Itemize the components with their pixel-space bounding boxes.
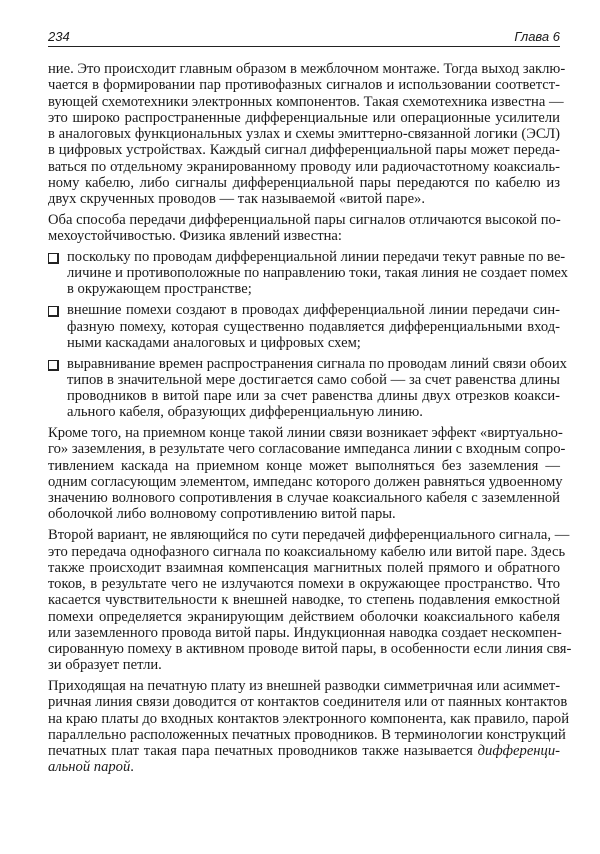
text-line: касается чувствительности к внешней наводке, то степень подавления емкостной bbox=[48, 592, 560, 609]
text-line: тивлением каскада на приемном конце может выполняться без заземления — bbox=[48, 457, 560, 474]
text-line bbox=[48, 743, 560, 759]
checkbox-bullet-icon bbox=[48, 306, 59, 317]
text-line: Второй вариант, не являющийся по сути передачей дифференциального сигнала, — bbox=[48, 527, 570, 544]
text-line: в аналоговых функциональных узлах и схемы эмиттерно-связанной логики (ЭСЛ) bbox=[48, 126, 560, 142]
text-line: личине и противоположные по направлению токи, такая линия не создает помех bbox=[67, 265, 568, 282]
text-line: в цифровых устройствах. Каждый сигнал дифференциальной пары может переда- bbox=[48, 142, 560, 159]
text-line: также происходит взаимная компенсация магнитных полей прямого и обратного bbox=[48, 559, 560, 576]
text-line: одним согласующим элементом, импеданс которого должен равняться удвоенному bbox=[48, 473, 563, 490]
text-line: выравнивание времен распространения сигнала по проводам линий связи обоих bbox=[67, 355, 567, 372]
text-line: двух скрученных проводов — так называемой «витой паре». bbox=[48, 191, 426, 207]
text-line: токов, в результате чего не излучаются помехи в окружающее пространство. Что bbox=[48, 576, 560, 593]
text-line: помехи определяется экранирующим действием оболочки коаксиального кабеля bbox=[48, 608, 560, 625]
text-segment: печатных плат такая пара печатных проводников также называется bbox=[48, 743, 478, 760]
paragraph bbox=[48, 212, 560, 245]
text-line: мехоустойчивостью. Физика явлений известна: bbox=[48, 228, 342, 245]
text-line: зи образует петли. bbox=[48, 657, 162, 674]
paragraph bbox=[48, 678, 570, 776]
text-line: на краю платы до входных контактов электронного компонента, как правило, парой bbox=[48, 710, 570, 727]
text-line: это широко распространенные дифференциальные или операционные усилители bbox=[48, 109, 560, 126]
text-line: поскольку по проводам дифференциальной линии передачи текут равные по ве- bbox=[67, 248, 566, 265]
text-line bbox=[48, 759, 560, 775]
text-line: в окружающем пространстве; bbox=[67, 281, 252, 298]
chapter-title: Глава 6 bbox=[514, 29, 560, 44]
text-line: ричная линия связи доводится от контактов соединителя или от паянных контактов bbox=[48, 694, 568, 711]
text-line: типов в значительной мере достигается само собой — за счет равенства длины bbox=[67, 371, 560, 388]
text-line: ального кабеля, образующих дифференциальную линию. bbox=[67, 404, 423, 421]
text-line: вующей схемотехники электронных компонентов. Такая схемотехника известна — bbox=[48, 93, 564, 110]
text-line: ными каскадами аналоговых и цифровых схем; bbox=[67, 334, 361, 351]
emphasized-term: дифференци- bbox=[477, 743, 560, 760]
paragraph bbox=[48, 425, 566, 523]
page-body bbox=[48, 61, 572, 780]
text-line: ваться по отдельному экранированному проводу или радиочастотному коаксиаль- bbox=[48, 158, 560, 175]
running-header bbox=[48, 28, 560, 47]
text-line: го» заземления, в результате чего согласование импеданса линии с входным сопро- bbox=[48, 441, 566, 458]
text-line: это передача однофазного сигнала по коаксиальному кабелю или витой паре. Здесь bbox=[48, 543, 566, 560]
text-line: фазную помеху, которая существенно подавляется дифференциальными вход- bbox=[67, 318, 560, 335]
text-line: оболочкой либо волновому сопротивлению витой пары. bbox=[48, 506, 396, 523]
text-line: чается в формировании пар противофазных сигналов и использовании соответст- bbox=[48, 77, 560, 94]
text-line: параллельно расположенных печатных проводников. В терминологии конструкций bbox=[48, 726, 566, 743]
text-line: проводников в витой паре или за счет равенства длины двух отрезков коакси- bbox=[67, 388, 560, 405]
text-line: сированную помеху в активном проводе витой пары, в особенности если линия свя- bbox=[48, 641, 572, 658]
text-line: Оба способа передачи дифференциальной пары сигналов отличаются высокой по- bbox=[48, 211, 561, 228]
bullet-item bbox=[48, 355, 567, 421]
checkbox-bullet-icon bbox=[48, 253, 59, 264]
text-line: Приходящая на печатную плату из внешней разводки симметричная или асиммет- bbox=[48, 678, 561, 695]
text-segment: . bbox=[130, 759, 134, 776]
text-line: Кроме того, на приемном конце такой линии связи возникает эффект «виртуально- bbox=[48, 425, 563, 442]
paragraph bbox=[48, 527, 572, 674]
text-line: ние. Это происходит главным образом в межблочном монтаже. Тогда выход заклю- bbox=[48, 61, 566, 77]
text-line: внешние помехи создают в проводах дифференциальной линии передачи син- bbox=[67, 302, 560, 319]
checkbox-bullet-icon bbox=[48, 360, 59, 371]
emphasized-term: альной парой bbox=[48, 759, 131, 776]
text-line: или заземленного провода витой пары. Индукционная наводка создает нескомпен- bbox=[48, 624, 562, 641]
text-line: ному кабелю, либо сигналы дифференциальной пары передаются по кабелю из bbox=[48, 174, 560, 191]
bullet-item bbox=[48, 248, 568, 298]
page-number: 234 bbox=[48, 29, 70, 44]
bullet-item bbox=[48, 302, 560, 351]
text-line: значению волнового сопротивления в случае коаксиального кабеля с заземленной bbox=[48, 490, 560, 507]
paragraph bbox=[48, 61, 566, 207]
